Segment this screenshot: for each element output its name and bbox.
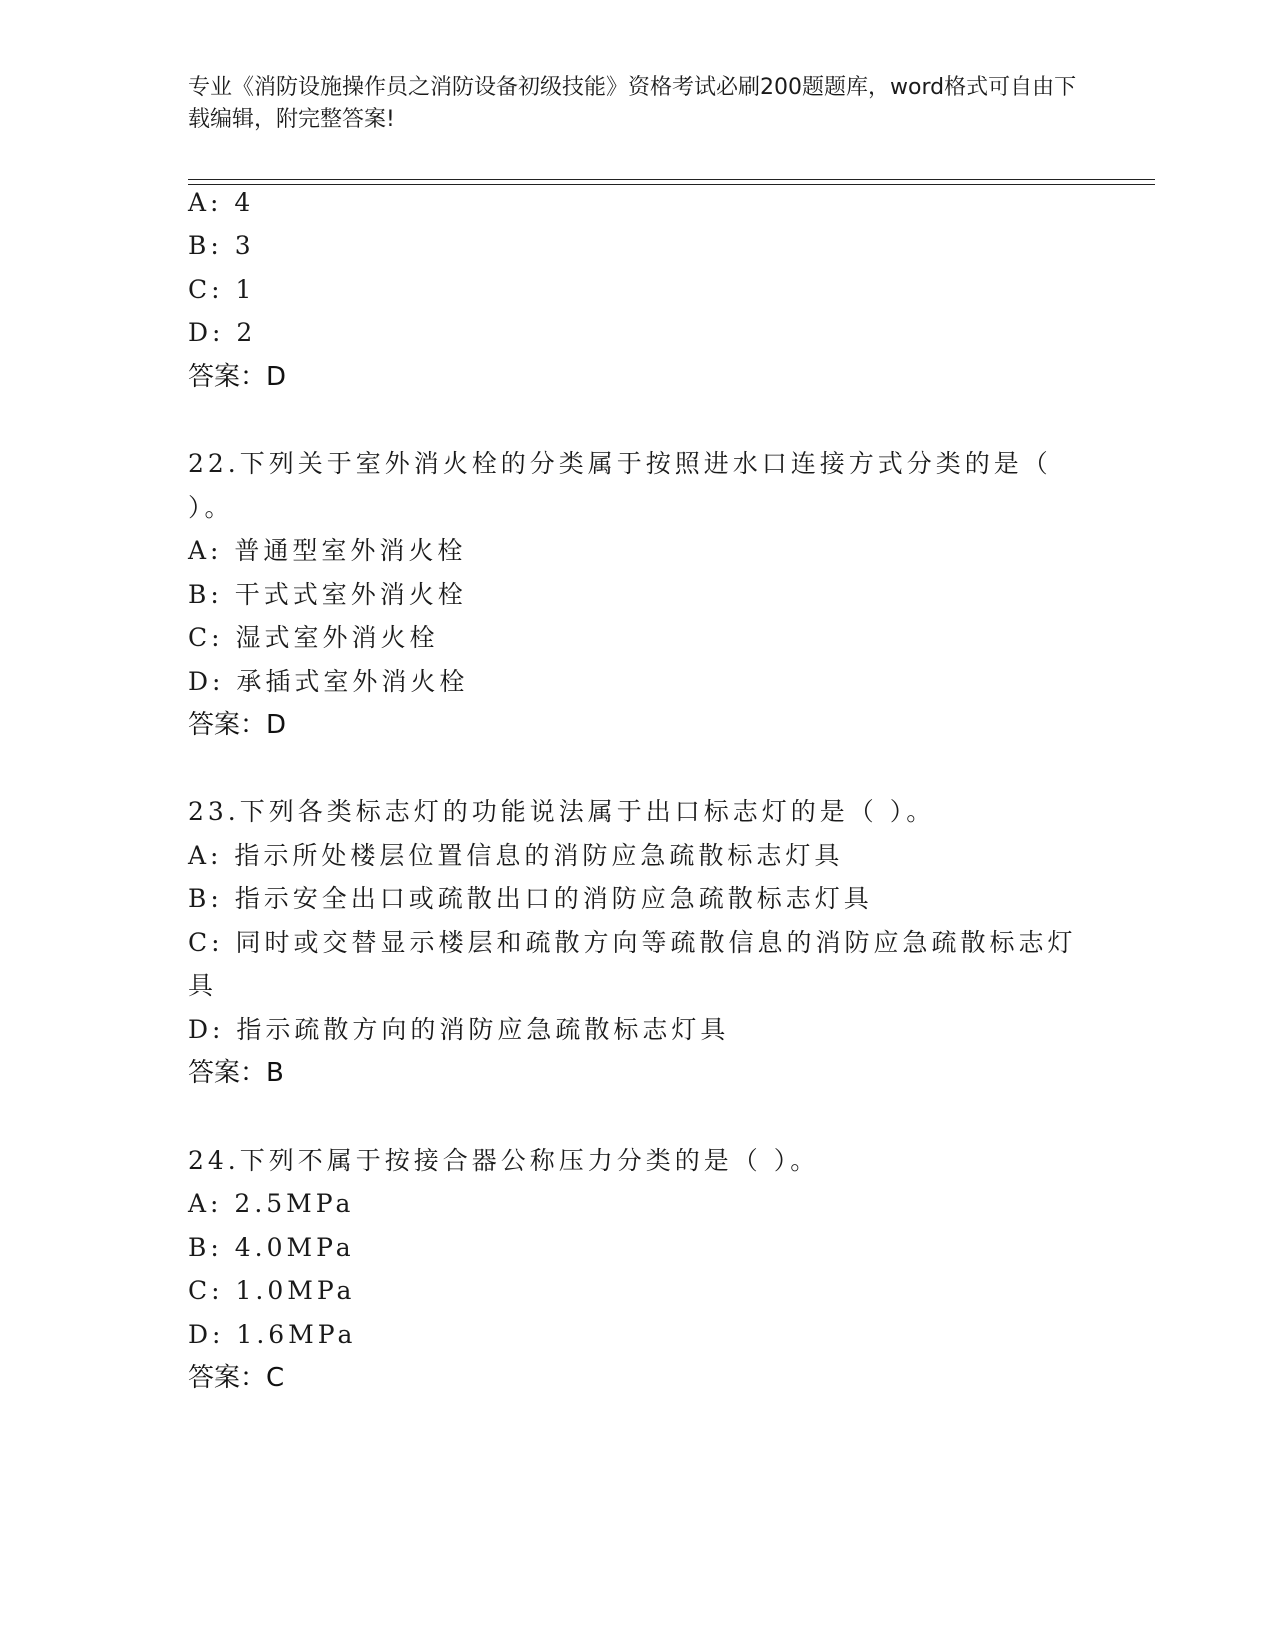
q24-option-a: A: 2.5MPa [188,1189,355,1218]
q23-option-c: C: 同时或交替显示楼层和疏散方向等疏散信息的消防应急疏散标志灯 [188,928,1077,957]
q22-option-b: B: 干式式室外消火栓 [188,580,467,609]
q21-option-b: B: 3 [188,231,255,260]
q23-option-d: D: 指示疏散方向的消防应急疏散标志灯具 [188,1015,730,1044]
q21-option-d: D: 2 [188,318,257,347]
header-divider-bottom [188,184,1155,185]
q24-option-c: C: 1.0MPa [188,1276,356,1305]
q24-stem: 24.下列不属于按接合器公称压力分类的是（ ）。 [188,1146,820,1175]
q22-stem-cont: ）。 [188,493,234,522]
q23-answer: 答案：B [188,1058,284,1088]
q22-option-d: D: 承插式室外消火栓 [188,667,469,696]
q22-stem: 22.下列关于室外消火栓的分类属于按照进水口连接方式分类的是（ [188,449,1052,478]
q22-answer: 答案：D [188,710,287,740]
q22-option-c: C: 湿式室外消火栓 [188,623,439,652]
q24-answer: 答案：C [188,1363,285,1393]
q21-answer: 答案：D [188,362,287,392]
q23-option-c-cont: 具 [188,971,218,1000]
document-header: 专业《消防设施操作员之消防设备初级技能》资格考试必刷200题题库，word格式可自由下载编辑，附完整答案! [188,75,1077,132]
q21-option-a: A: 4 [188,188,255,217]
q23-stem: 23.下列各类标志灯的功能说法属于出口标志灯的是（ ）。 [188,797,936,826]
q23-option-a: A: 指示所处楼层位置信息的消防应急疏散标志灯具 [188,841,844,870]
q24-option-d: D: 1.6MPa [188,1320,357,1349]
q24-option-b: B: 4.0MPa [188,1233,355,1262]
header-divider-top [188,179,1155,180]
q21-option-c: C: 1 [188,275,256,304]
q22-option-a: A: 普通型室外消火栓 [188,536,467,565]
q23-option-b: B: 指示安全出口或疏散出口的消防应急疏散标志灯具 [188,884,873,913]
